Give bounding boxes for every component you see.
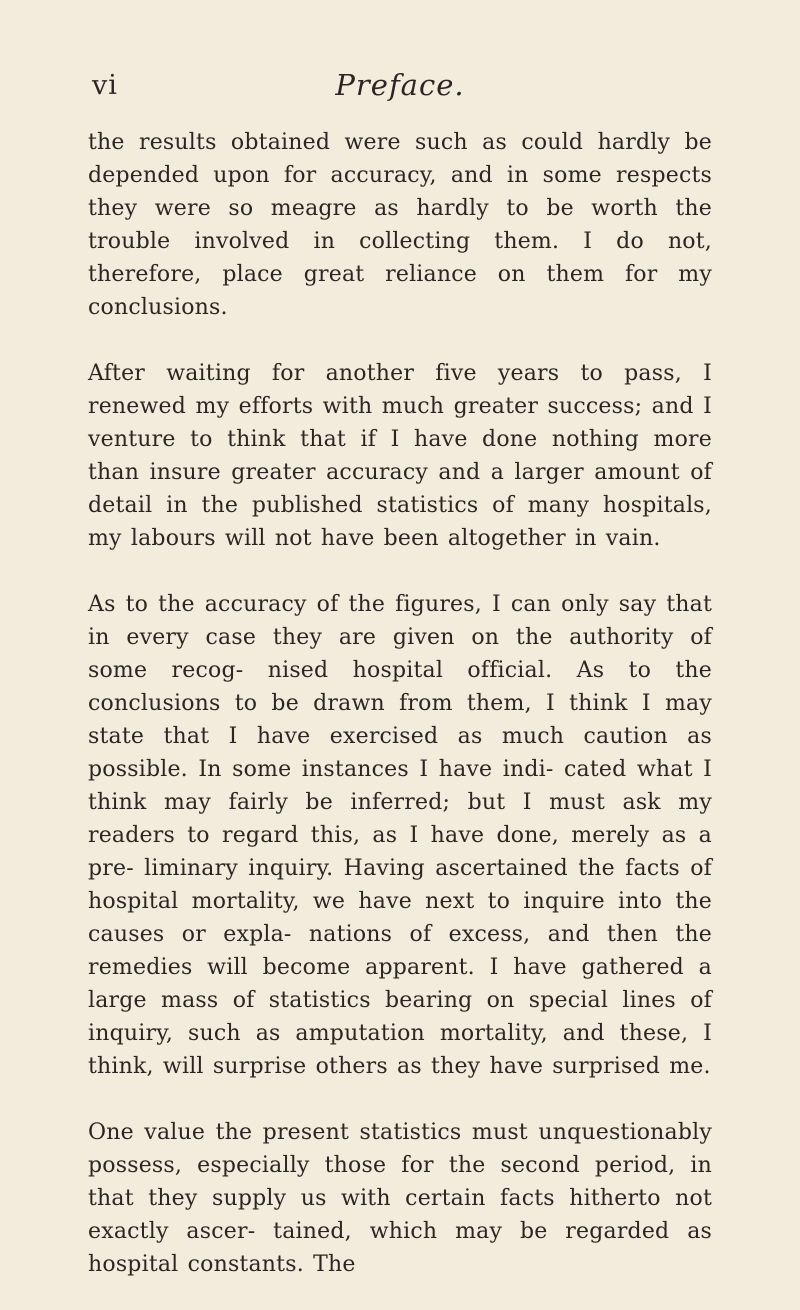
paragraph-3: As to the accuracy of the figures, I can only say that in every case they are given on the authority of some recog- nised hospital official. As to the conclusions to be drawn from them, I think I may state that I have exercised as much caution as possible. In some instances I have indi- cated what I think may fairly be inferred; but I must ask my readers to regard this, as I have done, merely as a pre- liminary inquiry. Having ascertained the facts of hospital mortality, we have next to inquire into the causes or expla- nations of excess, and then the remedies will become apparent. I have gathered a large mass of statistics bearing on special lines of inquiry, such as amputation mortality, and these, I think, will surprise others as they have surprised me. [88,592,712,1079]
body-text [88,126,712,1281]
page-header [90,70,710,110]
paragraph-1: the results obtained were such as could hardly be depended upon for accuracy, and in some respects they were so meagre as hardly to be worth the trouble involved in collecting them. I do not, therefore, place great reliance on them for my conclusions. [88,130,712,320]
running-title: Preface. [335,68,465,102]
paragraph-4: One value the present statistics must unquestionably possess, especially those for the second period, in that they supply us with certain facts hitherto not exactly ascer- tained, which may be regarded as hospital constants. The [88,1120,712,1277]
page-number: vi [92,70,118,101]
paragraph-2: After waiting for another five years to pass, I renewed my efforts with much greater success; and I venture to think that if I have done nothing more than insure greater accuracy and a larger amount of detail in the published statistics of many hospitals, my labours will not have been altogether in vain. [88,361,712,551]
